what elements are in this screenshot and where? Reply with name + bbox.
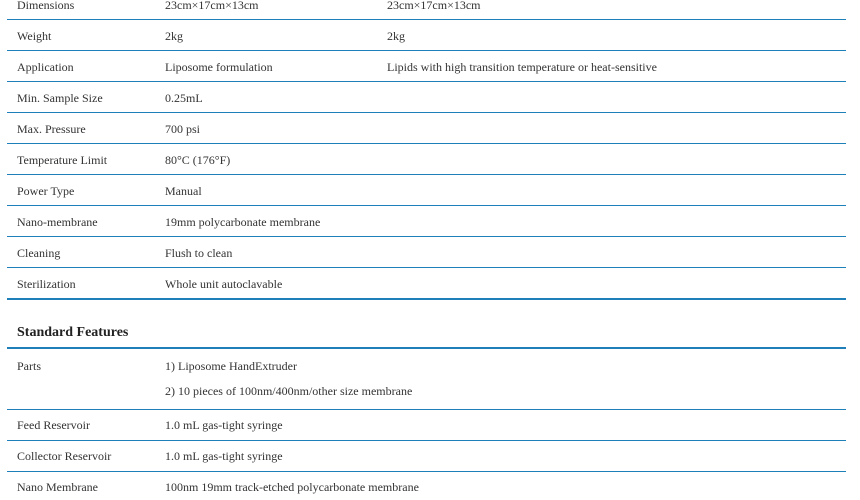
- feature-label: Parts: [17, 359, 41, 373]
- feature-value: 1.0 mL gas-tight syringe: [165, 418, 283, 432]
- feature-value: 1.0 mL gas-tight syringe: [165, 449, 283, 463]
- features-top-border: [7, 347, 846, 349]
- feature-label: Feed Reservoir: [17, 418, 90, 432]
- row-divider: [7, 440, 846, 441]
- row-divider: [7, 19, 846, 20]
- spec-value: Liposome formulation: [165, 60, 273, 74]
- spec-label: Power Type: [17, 184, 75, 198]
- section-title-standard-features: Standard Features: [17, 325, 129, 340]
- row-divider: [7, 471, 846, 472]
- spec-label: Cleaning: [17, 246, 61, 260]
- row-divider: [7, 112, 846, 113]
- spec-value: 700 psi: [165, 122, 201, 136]
- spec-value: Whole unit autoclavable: [165, 277, 283, 291]
- spec-value: 23cm×17cm×13cm: [165, 0, 259, 12]
- row-divider: [7, 267, 846, 268]
- spec-label: Application: [17, 60, 74, 74]
- table-bottom-border: [7, 298, 846, 300]
- spec-value-alt: 23cm×17cm×13cm: [387, 0, 481, 12]
- spec-value-alt: 2kg: [387, 29, 405, 43]
- row-divider: [7, 205, 846, 206]
- spec-label: Min. Sample Size: [17, 91, 103, 105]
- row-divider: [7, 143, 846, 144]
- spec-label: Nano-membrane: [17, 215, 98, 229]
- spec-label: Sterilization: [17, 277, 76, 291]
- spec-value-alt: Lipids with high transition temperature or heat-sensitive: [387, 60, 657, 74]
- spec-label: Weight: [17, 29, 52, 43]
- row-divider: [7, 50, 846, 51]
- feature-value: 1) Liposome HandExtruder: [165, 359, 297, 373]
- spec-value: 2kg: [165, 29, 183, 43]
- row-divider: [7, 236, 846, 237]
- spec-label: Max. Pressure: [17, 122, 86, 136]
- spec-label: Dimensions: [17, 0, 75, 12]
- feature-label: Collector Reservoir: [17, 449, 112, 463]
- row-divider: [7, 174, 846, 175]
- spec-value: Flush to clean: [165, 246, 233, 260]
- spec-value: Manual: [165, 184, 202, 198]
- row-divider: [7, 409, 846, 410]
- feature-label: Nano Membrane: [17, 480, 98, 494]
- feature-value: 100nm 19mm track-etched polycarbonate membrane: [165, 480, 419, 494]
- spec-label: Temperature Limit: [17, 153, 108, 167]
- spec-value: 19mm polycarbonate membrane: [165, 215, 321, 229]
- spec-value: 80°C (176°F): [165, 153, 231, 167]
- feature-value: 2) 10 pieces of 100nm/400nm/other size membrane: [165, 384, 413, 398]
- spec-value: 0.25mL: [165, 91, 203, 105]
- row-divider: [7, 81, 846, 82]
